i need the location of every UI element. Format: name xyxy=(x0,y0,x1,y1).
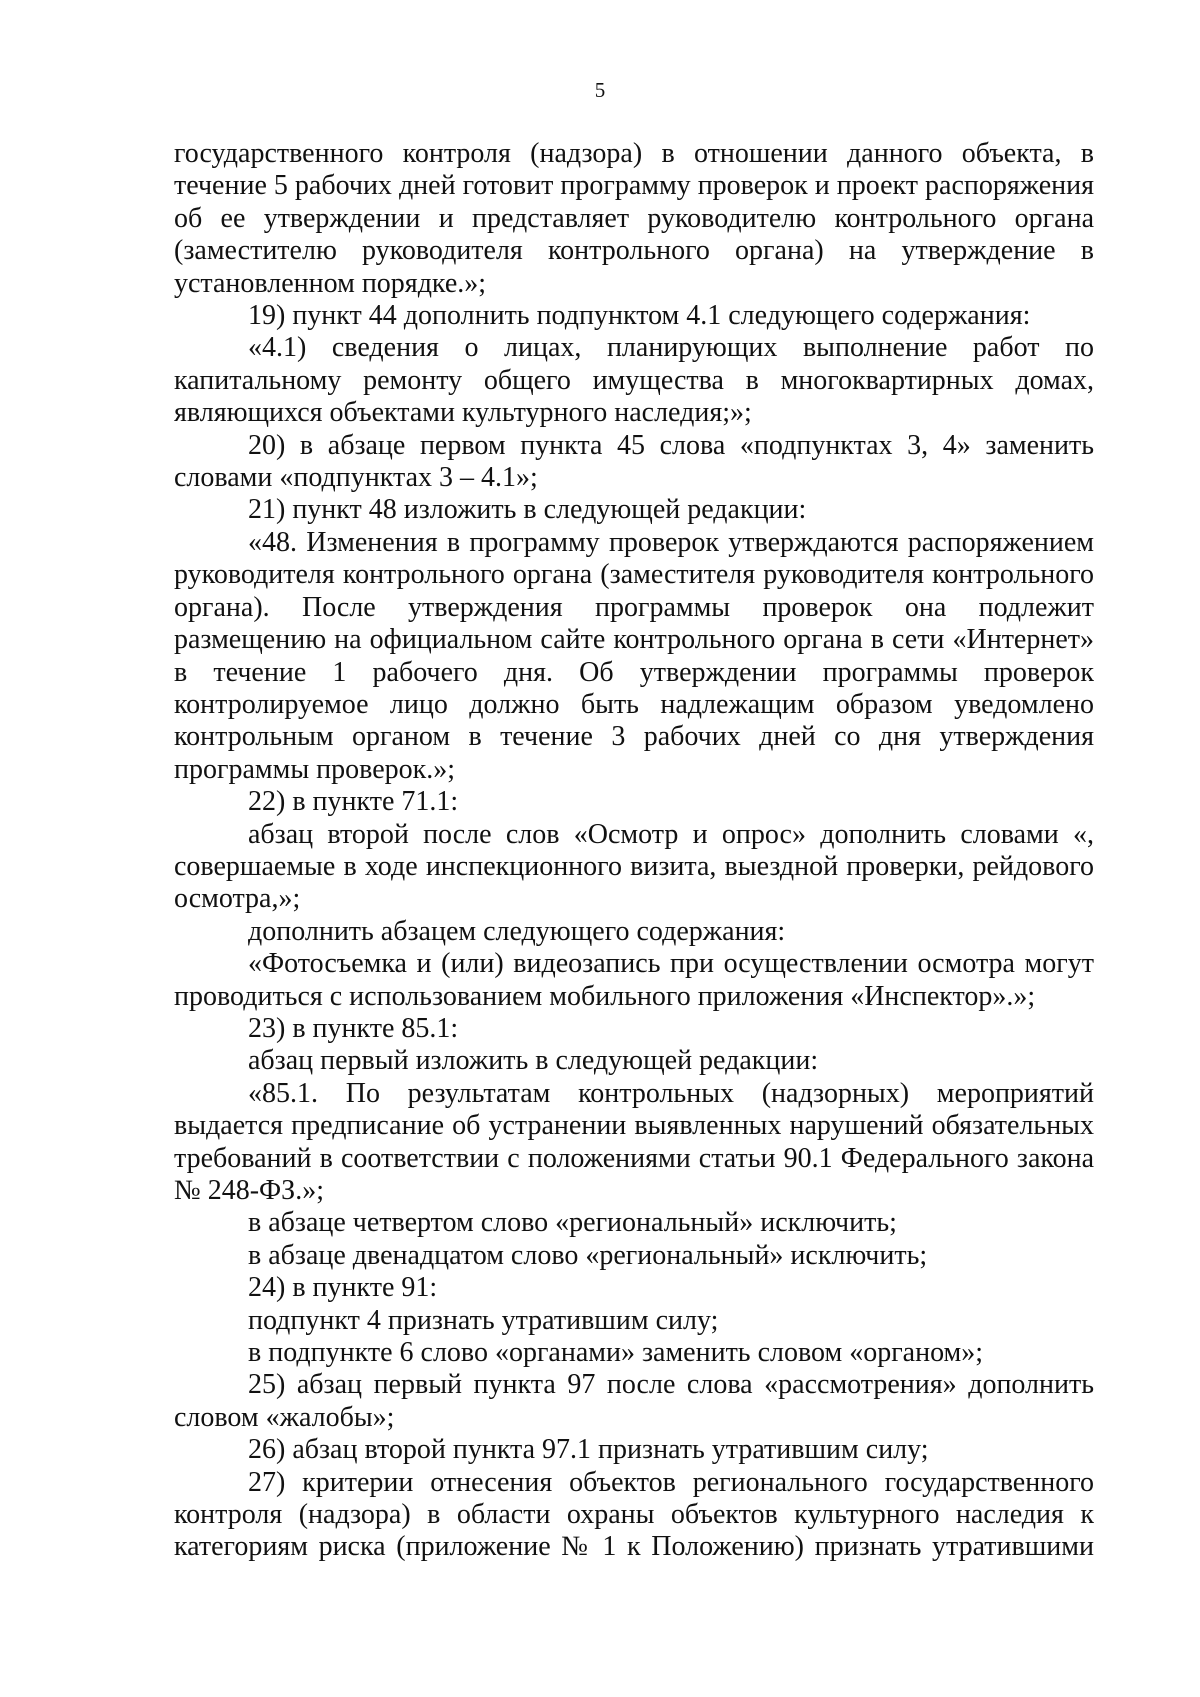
paragraph-item-20: 20) в абзаце первом пункта 45 слова «подпунктах 3, 4» заменить словами «подпунктах 3 – 4.1»; xyxy=(174,429,1094,494)
paragraph-item-19: 19) пункт 44 дополнить подпунктом 4.1 следующего содержания: xyxy=(248,300,1031,332)
paragraph-item-24-a: подпункт 4 признать утратившим силу; xyxy=(248,1304,719,1336)
paragraph-item-22-b: дополнить абзацем следующего содержания: xyxy=(248,915,786,947)
document-body xyxy=(174,138,1094,1564)
paragraph-item-22-c: «Фотосъемка и (или) видеозапись при осуществлении осмотра могут проводиться с использованием мобильного приложения «Инспектор».»; xyxy=(174,948,1094,1012)
paragraph-item-22: 22) в пункте 71.1: xyxy=(248,786,459,818)
paragraph-item-22-a: абзац второй после слов «Осмотр и опрос» дополнить словами «, совершаемые в ходе инспекционного визита, выездной проверки, рейдового осмотра,»; xyxy=(174,818,1094,915)
paragraph-item-27: 27) критерии отнесения объектов регионального государственного контроля (надзора) в области охраны объектов культурного наследия к категориям риска (приложение № 1 к Положению) признать утратившими xyxy=(174,1466,1094,1563)
paragraph-item-23: 23) в пункте 85.1: xyxy=(248,1012,459,1044)
paragraph-item-24-b: в подпункте 6 слово «органами» заменить словом «органом»; xyxy=(248,1337,984,1369)
paragraph-item-21: 21) пункт 48 изложить в следующей редакции: xyxy=(248,494,807,526)
paragraph-item-23-a: абзац первый изложить в следующей редакции: xyxy=(248,1045,819,1077)
paragraph-continuation: государственного контроля (надзора) в отношении данного объекта, в течение 5 рабочих дней готовит программу проверок и проект распоряжения об ее утверждении и представляет руководителю контрольного органа (заместителю руководителя контрольного органа) на утверждение в установленном порядке.»; xyxy=(174,138,1094,299)
paragraph-item-26: 26) абзац второй пункта 97.1 признать утратившим силу; xyxy=(248,1434,929,1466)
paragraph-clause-48: «48. Изменения в программу проверок утверждаются распоряжением руководителя контрольного органа (заместителя руководителя контрольного органа). После утверждения программы проверок она подлежит размещению на официальном сайте контрольного органа в сети «Интернет» в течение 1 рабочего дня. Об утверждении программы проверок контролируемое лицо должно быть надлежащим образом уведомлено контрольным органом в течение 3 рабочих дней со дня утверждения программы проверок.»; xyxy=(174,526,1094,785)
paragraph-item-23-c: в абзаце двенадцатом слово «региональный» исключить; xyxy=(248,1239,928,1271)
paragraph-item-24: 24) в пункте 91: xyxy=(248,1272,438,1304)
paragraph-clause-85-1: «85.1. По результатам контрольных (надзорных) мероприятий выдается предписание об устранении выявленных нарушений обязательных требований в соответствии с положениями статьи 90.1 Федерального закона № 248-ФЗ.»; xyxy=(174,1077,1094,1206)
paragraph-item-25: 25) абзац первый пункта 97 после слова «рассмотрения» дополнить словом «жалобы»; xyxy=(174,1369,1094,1433)
page-number: 5 xyxy=(594,78,606,102)
paragraph-item-23-b: в абзаце четвертом слово «региональный» исключить; xyxy=(248,1207,897,1239)
paragraph-subitem-4-1: «4.1) сведения о лицах, планирующих выполнение работ по капитальному ремонту общего имущества в многоквартирных домах, являющихся объектами культурного наследия;»; xyxy=(174,332,1094,429)
